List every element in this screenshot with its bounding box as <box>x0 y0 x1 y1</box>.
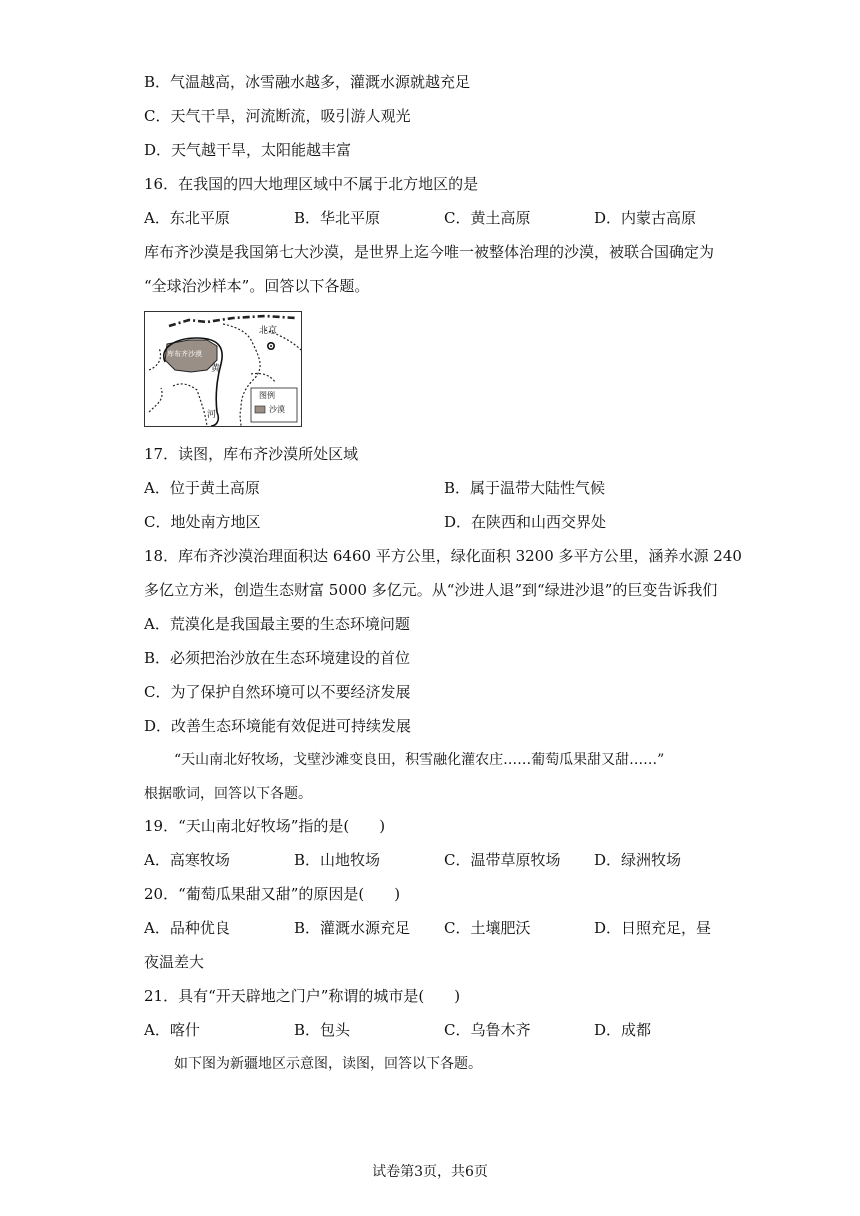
legend-desert-swatch <box>255 406 265 413</box>
q18-option-c: C．为了保护自然环境可以不要经济发展 <box>144 683 411 701</box>
q21-option-c: C．乌鲁木齐 <box>444 1021 531 1039</box>
q15-option-d: D．天气越干旱，太阳能越丰富 <box>144 141 352 159</box>
question-20: 20．“葡萄瓜果甜又甜”的原因是( ) <box>144 885 401 903</box>
intro-kubuqi-line-1: 库布齐沙漠是我国第七大沙漠，是世界上迄今唯一被整体治理的沙漠，被联合国确定为 <box>144 243 715 261</box>
q21-option-d: D．成都 <box>594 1021 652 1039</box>
q15-option-c: C．天气干旱，河流断流，吸引游人观光 <box>144 107 411 125</box>
map-label-river-2: 河 <box>207 410 217 420</box>
q15-option-b: B．气温越高，冰雪融水越多，灌溉水源就越充足 <box>144 73 471 91</box>
q18-option-a: A．荒漠化是我国最主要的生态环境问题 <box>144 615 410 633</box>
map-label-beijing: 北京 <box>259 326 278 336</box>
q21-option-a: A．喀什 <box>144 1021 200 1039</box>
intro-kubuqi-line-2: “全球治沙样本”。回答以下各题。 <box>144 277 370 295</box>
page-footer: 试卷第3页，共6页 <box>372 1164 488 1180</box>
q19-option-d: D．绿洲牧场 <box>594 851 682 869</box>
q19-option-b: B．山地牧场 <box>294 851 381 869</box>
q20-option-d: D．日照充足，昼 <box>594 919 712 937</box>
q17-option-d: D．在陕西和山西交界处 <box>444 513 607 531</box>
question-21: 21．具有“开天辟地之门户”称谓的城市是( ) <box>144 987 461 1005</box>
q19-option-c: C．温带草原牧场 <box>444 851 561 869</box>
question-18-line-1: 18．库布齐沙漠治理面积达 6460 平方公里，绿化面积 3200 多平方公里，涵养水源 240 <box>144 547 742 565</box>
q16-option-a: A．东北平原 <box>144 209 230 227</box>
q20-option-d-continued: 夜温差大 <box>144 953 205 971</box>
q18-option-d: D．改善生态环境能有效促进可持续发展 <box>144 717 412 735</box>
question-16: 16．在我国的四大地理区域中不属于北方地区的是 <box>144 175 479 193</box>
q17-option-c: C．地处南方地区 <box>144 513 261 531</box>
q16-option-d: D．内蒙古高原 <box>594 209 697 227</box>
question-17: 17．读图，库布齐沙漠所处区域 <box>144 445 359 463</box>
question-19: 19．“天山南北好牧场”指的是( ) <box>144 817 386 835</box>
map-label-desert: 库布齐沙漠 <box>167 350 202 358</box>
q16-option-b: B．华北平原 <box>294 209 381 227</box>
q18-option-b: B．必须把治沙放在生态环境建设的首位 <box>144 649 411 667</box>
q17-option-a: A．位于黄土高原 <box>144 479 260 497</box>
xinjiang-intro: 如下图为新疆地区示意图，读图，回答以下各题。 <box>174 1056 482 1072</box>
map-label-river-1: 黄 <box>211 364 221 374</box>
legend-title: 图例 <box>259 391 275 400</box>
q20-option-a: A．品种优良 <box>144 919 230 937</box>
kubuqi-map <box>144 311 302 427</box>
q20-option-b: B．灌溉水源充足 <box>294 919 411 937</box>
q20-option-c: C．土壤肥沃 <box>444 919 531 937</box>
lyrics-prompt: 根据歌词，回答以下各题。 <box>144 786 312 802</box>
lyrics-quote: “天山南北好牧场，戈壁沙滩变良田，积雪融化灌农庄……葡萄瓜果甜又甜……” <box>174 752 665 768</box>
legend-item-label: 沙漠 <box>269 405 285 414</box>
q21-option-b: B．包头 <box>294 1021 351 1039</box>
q16-option-c: C．黄土高原 <box>444 209 531 227</box>
q19-option-a: A．高寒牧场 <box>144 851 230 869</box>
question-18-line-2: 多亿立方米，创造生态财富 5000 多亿元。从“沙进人退”到“绿进沙退”的巨变告诉我们 <box>144 581 718 599</box>
q17-option-b: B．属于温带大陆性气候 <box>444 479 606 497</box>
